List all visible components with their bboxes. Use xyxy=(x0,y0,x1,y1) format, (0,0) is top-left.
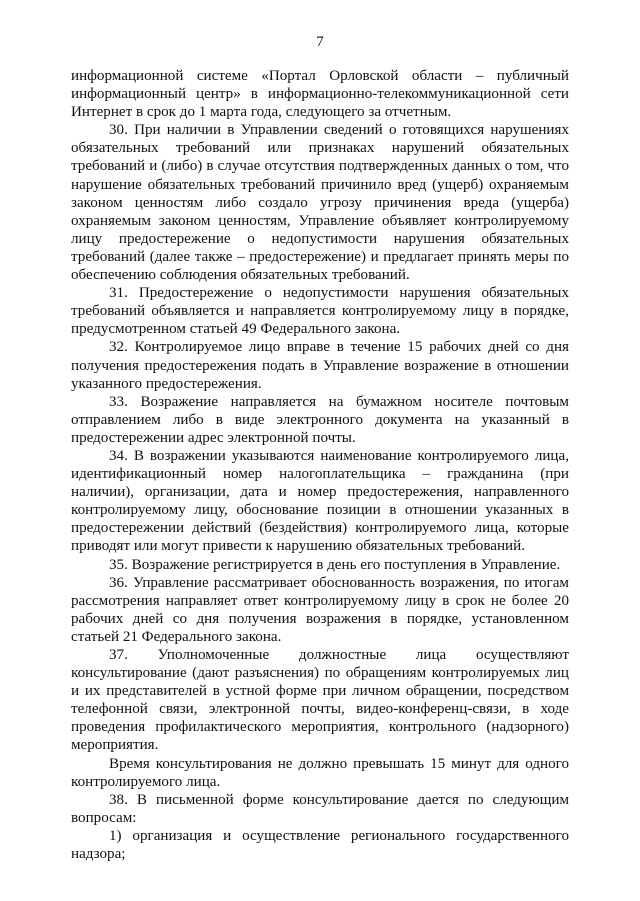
document-body xyxy=(71,67,569,863)
paragraph-item-32: 32. Контролируемое лицо вправе в течение 15 рабочих дней со дня получения предостережения подать в Управление возражение в отношении указанного предостережения. xyxy=(71,339,569,392)
paragraph-item-31: 31. Предостережение о недопустимости нарушения обязательных требований объявляется и направляется контролируемому лицу в порядке, предусмотренном статьей 49 Федерального закона. xyxy=(71,285,569,338)
paragraph-item-33: 33. Возражение направляется на бумажном носителе почтовым отправлением либо в виде электронного документа на указанный в предостережении адрес электронной почты. xyxy=(71,393,569,446)
paragraph-item-38: 38. В письменной форме консультирование дается по следующим вопросам: xyxy=(71,791,569,826)
paragraph-continuation: информационной системе «Портал Орловской области – публичный информационный центр» в информационно-телекоммуникационной сети Интернет в срок до 1 марта года, следующего за отчетным. xyxy=(71,68,569,121)
paragraph-consultation-time: Время консультирования не должно превышать 15 минут для одного контролируемого лица. xyxy=(71,755,569,790)
page-number: 7 xyxy=(316,34,324,50)
paragraph-subitem-1: 1) организация и осуществление регионального государственного надзора; xyxy=(71,827,569,863)
paragraph-item-37: 37. Уполномоченные должностные лица осуществляют консультирование (дают разъяснения) по обращениям контролируемых лиц и их представителей в устной форме при личном обращении, посредством телефонной связи, электронной почты, видео-конференц-связи, в ходе проведения профилактического мероприятия, контрольного (надзорного) мероприятия. xyxy=(71,647,569,754)
paragraph-item-36: 36. Управление рассматривает обоснованность возражения, по итогам рассмотрения направляет ответ контролируемому лицу в срок не более 20 рабочих дней со дня получения возражения в порядке, установленном статьей 21 Федерального закона. xyxy=(71,574,569,645)
paragraph-item-34: 34. В возражении указываются наименование контролируемого лица, идентификационный номер налогоплательщика – гражданина (при наличии), организации, дата и номер предостережения, направленного контролируемому лицу, обоснование позиции в отношении указанных в предостережении действий (бездействия) контролируемого лица, которые приводят или могут привести к нарушению обязательных требований. xyxy=(71,447,569,555)
paragraph-item-30: 30. При наличии в Управлении сведений о готовящихся нарушениях обязательных требований или признаках нарушений обязательных требований и (либо) в случае отсутствия подтвержденных данных о том, что нарушение обязательных требований причинило вред (ущерб) охраняемым законом ценностям либо создало угрозу причинения вреда (ущерба) охраняемым законом ценностям, Управление объявляет контролируемому лицу предостережение о недопустимости нарушения обязательных требований (далее также – предостережение) и предлагает принять меры по обеспечению соблюдения обязательных требований. xyxy=(71,122,569,284)
paragraph-item-35: 35. Возражение регистрируется в день его поступления в Управление. xyxy=(109,556,561,573)
